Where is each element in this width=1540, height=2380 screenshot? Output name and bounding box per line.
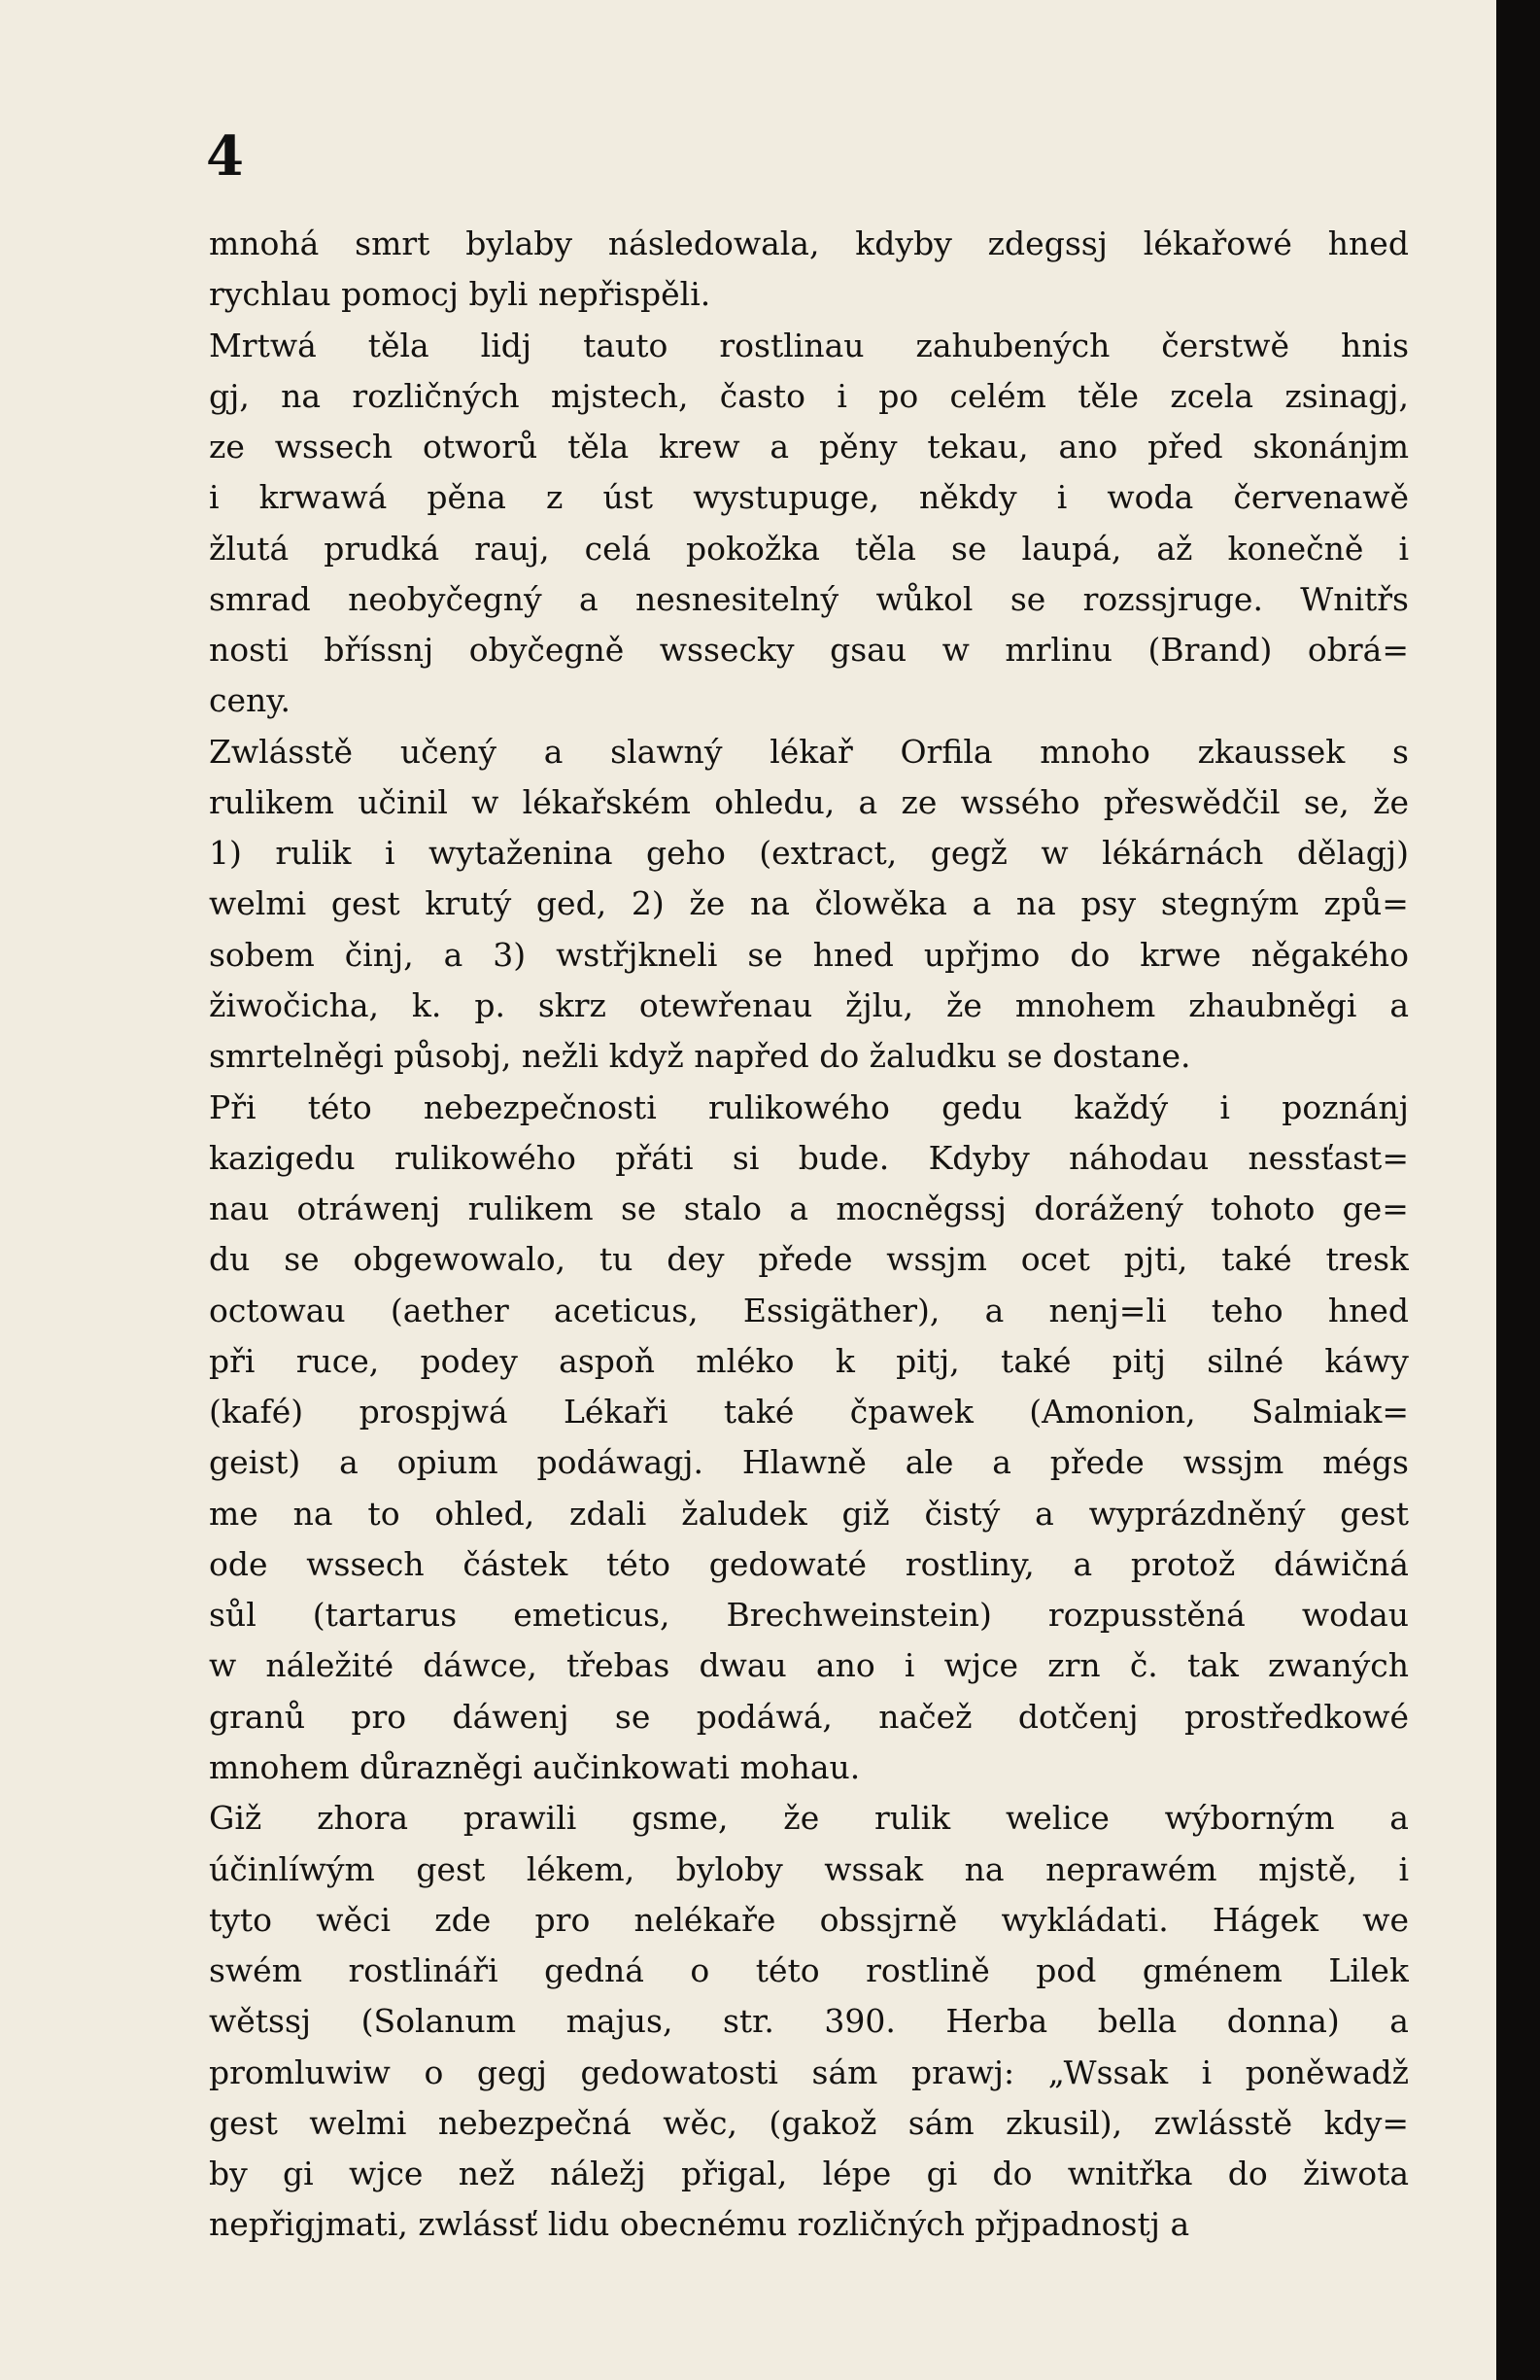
text-line: kazigedu rulikowého přáti si bude. Kdyby náhodau nessťast= — [209, 1138, 1409, 1177]
text-line: ze wssech otworů těla krew a pěny tekau, ano před skonánjm — [209, 428, 1409, 466]
text-line: w náležité dáwce, třebas dwau ano i wjce zrn č. tak zwaných — [209, 1646, 1409, 1685]
text-line: gest welmi nebezpečná wěc, (gakož sám zkusil), zwlásstě kdy= — [209, 2103, 1409, 2142]
text-line: octowau (aether aceticus, Essigäther), a nenj=li teho hned — [209, 1291, 1409, 1329]
text-line: wětssj (Solanum majus, str. 390. Herba bella donna) a — [209, 2002, 1409, 2041]
text-line: Mrtwá těla lidj tauto rostlinau zahubených čerstwě hnis — [209, 326, 1409, 364]
text-line: swém rostlináři gedná o této rostlině pod gménem Lilek — [209, 1951, 1409, 1990]
text-line: nepřigjmati, zwlássť lidu obecnému rozličných přjpadnostj a — [209, 2205, 1190, 2244]
text-line: tyto wěci zde pro nelékaře obssjrně wykládati. Hágek we — [209, 1900, 1409, 1939]
text-line: 1) rulik i wytaženina geho (extract, gegž w lékárnách dělagj) — [209, 834, 1409, 873]
text-line: mnohá smrt bylaby následowala, kdyby zdegssj lékařowé hned — [209, 224, 1409, 262]
text-line: mnohem důrazněgi aučinkowati mohau. — [209, 1747, 861, 1786]
text-line: gj, na rozličných mjstech, často i po celém těle zcela zsinagj, — [209, 376, 1409, 415]
text-line: du se obgewowalo, tu dey přede wssjm ocet pjti, také tresk — [209, 1240, 1409, 1279]
text-line: Giž zhora prawili gsme, že rulik welice wýborným a — [209, 1799, 1409, 1838]
text-line: účinlíwým gest lékem, byloby wssak na neprawém mjstě, i — [209, 1849, 1409, 1888]
text-line: žlutá prudká rauj, celá pokožka těla se laupá, až konečně i — [209, 529, 1409, 568]
text-line: žiwočicha, k. p. skrz otewřenau žjlu, že mnohem zhaubněgi a — [209, 985, 1409, 1024]
page-number: 4 — [206, 124, 244, 189]
scan-edge — [1496, 0, 1540, 2380]
text-line: ode wssech částek této gedowaté rostliny, a protož dáwičná — [209, 1544, 1409, 1583]
text-line: granů pro dáwenj se podáwá, načež dotčenj prostředkowé — [209, 1697, 1409, 1736]
text-line: nosti bříssnj obyčegně wssecky gsau w mrlinu (Brand) obrá= — [209, 631, 1409, 670]
text-line: nau otráwenj rulikem se stalo a mocněgssj dorážený tohoto ge= — [209, 1190, 1409, 1228]
text-line: rychlau pomocj byli nepřispěli. — [209, 275, 711, 314]
text-line: rulikem učinil w lékařském ohledu, a ze wssého přeswědčil se, že — [209, 782, 1409, 821]
text-line: smrad neobyčegný a nesnesitelný wůkol se rozssjruge. Wnitřs — [209, 579, 1409, 618]
text-line: (kafé) prospjwá Lékaři také čpawek (Amonion, Salmiak= — [209, 1393, 1409, 1431]
text-line: welmi gest krutý ged, 2) že na člowěka a na psy stegným způ= — [209, 884, 1409, 923]
text-line: ceny. — [209, 681, 291, 720]
text-line: smrtelněgi působj, nežli když napřed do žaludku se dostane. — [209, 1037, 1191, 1076]
text-line: Zwlásstě učený a slawný lékař Orfila mnoho zkaussek s — [209, 732, 1409, 771]
text-line: by gi wjce než náležj přigal, lépe gi do wnitřka do žiwota — [209, 2155, 1409, 2193]
body-text — [209, 219, 1409, 2251]
text-line: promluwiw o gegj gedowatosti sám prawj: „Wssak i poněwadž — [209, 2052, 1409, 2091]
text-line: i krwawá pěna z úst wystupuge, někdy i woda červenawě — [209, 478, 1409, 517]
text-line: geist) a opium podáwagj. Hlawně ale a přede wssjm mégs — [209, 1443, 1409, 1482]
text-line: me na to ohled, zdali žaludek giž čistý a wyprázdněný gest — [209, 1494, 1409, 1533]
text-line: při ruce, podey aspoň mléko k pitj, také pitj silné káwy — [209, 1341, 1409, 1380]
text-line: Při této nebezpečnosti rulikowého gedu každý i poznánj — [209, 1087, 1409, 1126]
text-line: sobem činj, a 3) wstřjkneli se hned upřjmo do krwe něgakého — [209, 935, 1409, 974]
text-line: sůl (tartarus emeticus, Brechweinstein) rozpusstěná wodau — [209, 1596, 1409, 1635]
